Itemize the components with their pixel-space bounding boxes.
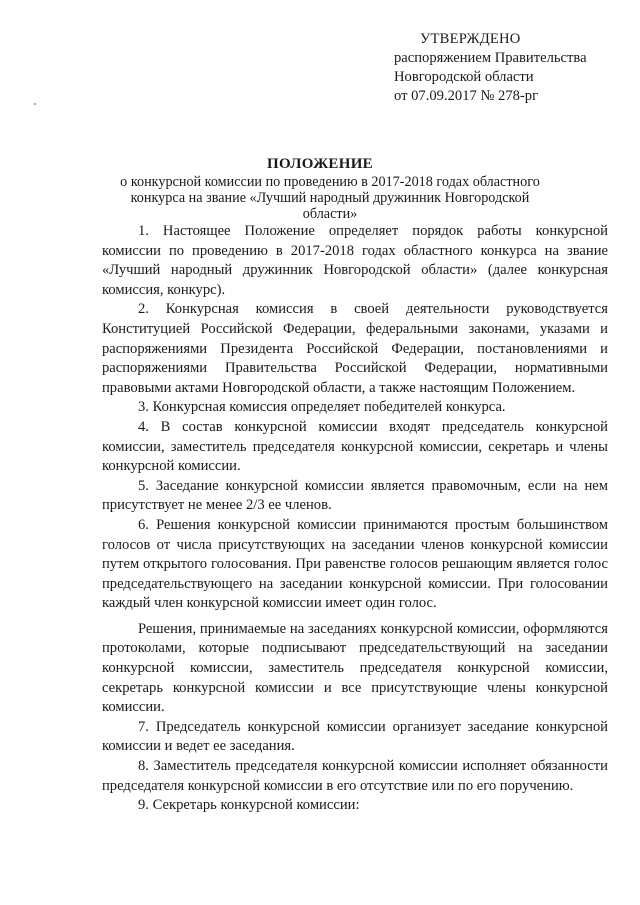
paragraph-7: 7. Председатель конкурсной комиссии организует заседание конкурсной комиссии и ведет ее заседания. (102, 718, 608, 755)
approval-heading: УТВЕРЖДЕНО (420, 31, 521, 47)
paragraph-2: 2. Конкурсная комиссия в своей деятельности руководствуется Конституцией Российской Федерации, федеральными законами, указами и распоряжениями Президента Российской Федерации, постановлениями и распоряжениями Правительства Российской Федерации, нормативными правовыми актами Новгородской области, а также настоящим Положением. (102, 301, 608, 396)
document-body (102, 222, 608, 816)
approval-stamp (394, 30, 634, 106)
paragraph-3: 3. Конкурсная комиссия определяет победителей конкурса. (138, 399, 506, 416)
paragraph-1: 1. Настоящее Положение определяет порядок работы конкурсной комиссии по проведению в 2017-2018 годах областного конкурса на звание «Лучший народный дружинник Новгородской области» (далее конкурсная комиссия, конкурс). (102, 223, 608, 298)
subtitle-line-1: о конкурсной комиссии по проведению в 2017-2018 годах областного (120, 174, 540, 190)
paragraph-8: 8. Заместитель председателя конкурсной комиссии исполняет обязанности председателя конкурсной комиссии в его отсутствие или по его поручению. (102, 758, 608, 794)
approval-issuer: распоряжением Правительства (394, 50, 587, 66)
subtitle-line-2: конкурса на звание «Лучший народный дружинник Новгородской области» (130, 190, 530, 222)
document-subtitle (120, 174, 540, 222)
scan-speck (34, 103, 36, 105)
document-title: ПОЛОЖЕНИЕ (267, 156, 373, 172)
paragraph-9: 9. Секретарь конкурсной комиссии: (138, 797, 360, 814)
approval-region: Новгородской области (394, 69, 534, 85)
paragraph-4: 4. В состав конкурсной комиссии входят председатель конкурсной комиссии, заместитель председателя конкурсной комиссии, секретарь и члены конкурсной комиссии. (102, 418, 608, 475)
approval-date-number: от 07.09.2017 № 278-рг (394, 88, 539, 104)
paragraph-5: 5. Заседание конкурсной комиссии является правомочным, если на нем присутствует не менее 2/3 ее членов. (102, 477, 608, 514)
paragraph-6-continued: Решения, принимаемые на заседаниях конкурсной комиссии, оформляются протоколами, которые подписывают председательствующий на заседании конкурсной комиссии, заместитель председателя конкурсной комиссии, секретарь конкурсной комиссии и все присутствующие члены конкурсной комиссии. (102, 620, 608, 716)
paragraph-6: 6. Решения конкурсной комиссии принимаются простым большинством голосов от числа присутствующих на заседании членов конкурсной комиссии путем открытого голосования. При равенстве голосов решающим является голос председательствующего на заседании конкурсной комиссии. При голосовании каждый член конкурсной комиссии имеет один голос. (102, 516, 608, 612)
